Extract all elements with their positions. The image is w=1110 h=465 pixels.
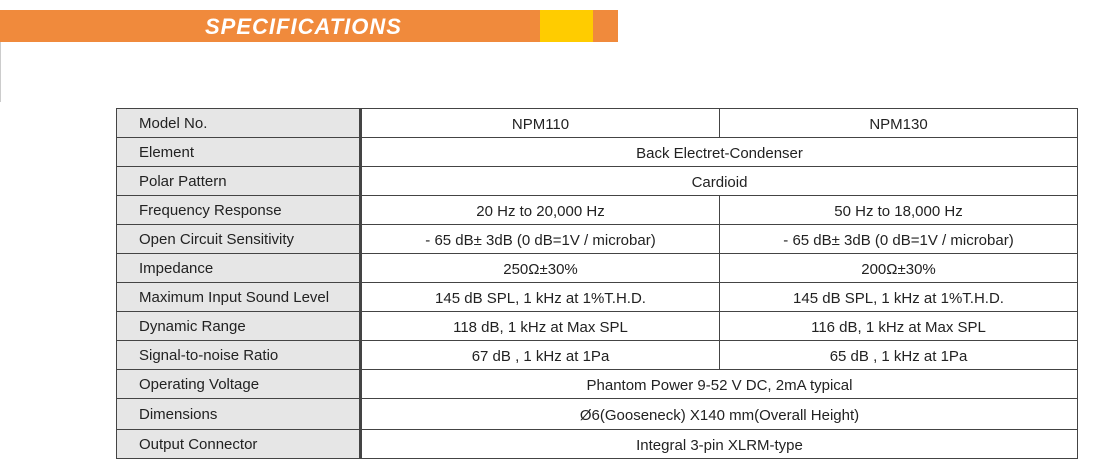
npm130-value: 65 dB , 1 kHz at 1Pa (720, 341, 1078, 370)
npm130-value: - 65 dB± 3dB (0 dB=1V / microbar) (720, 225, 1078, 254)
row-label: Operating Voltage (117, 370, 361, 399)
npm130-value: 200Ω±30% (720, 254, 1078, 283)
npm110-value: NPM110 (361, 109, 720, 138)
npm110-value: 67 dB , 1 kHz at 1Pa (361, 341, 720, 370)
row-label: Impedance (117, 254, 361, 283)
shared-value: Cardioid (361, 167, 1078, 196)
shared-value: Back Electret-Condenser (361, 138, 1078, 167)
table-row (117, 167, 1078, 196)
row-label: Output Connector (117, 430, 361, 459)
table-row (117, 312, 1078, 341)
table-row (117, 109, 1078, 138)
row-label: Dynamic Range (117, 312, 361, 341)
npm130-value: 50 Hz to 18,000 Hz (720, 196, 1078, 225)
section-title: SPECIFICATIONS (205, 14, 402, 39)
npm130-value: NPM130 (720, 109, 1078, 138)
row-label: Element (117, 138, 361, 167)
table-row (117, 430, 1078, 459)
npm110-value: 20 Hz to 20,000 Hz (361, 196, 720, 225)
npm110-value: 250Ω±30% (361, 254, 720, 283)
header-accent-block (540, 10, 593, 42)
row-label: Maximum Input Sound Level (117, 283, 361, 312)
npm130-value: 116 dB, 1 kHz at Max SPL (720, 312, 1078, 341)
row-label: Polar Pattern (117, 167, 361, 196)
npm130-value: 145 dB SPL, 1 kHz at 1%T.H.D. (720, 283, 1078, 312)
specifications-table (116, 108, 1078, 459)
npm110-value: 145 dB SPL, 1 kHz at 1%T.H.D. (361, 283, 720, 312)
row-label: Signal-to-noise Ratio (117, 341, 361, 370)
table-row (117, 254, 1078, 283)
section-header-bar (0, 10, 618, 42)
shared-value: Integral 3-pin XLRM-type (361, 430, 1078, 459)
row-label: Open Circuit Sensitivity (117, 225, 361, 254)
shared-value: Phantom Power 9-52 V DC, 2mA typical (361, 370, 1078, 399)
npm110-value: 118 dB, 1 kHz at Max SPL (361, 312, 720, 341)
table-row (117, 341, 1078, 370)
row-label: Dimensions (117, 399, 361, 430)
table-row (117, 399, 1078, 430)
table-row (117, 138, 1078, 167)
shared-value: Ø6(Gooseneck) X140 mm(Overall Height) (361, 399, 1078, 430)
table-row (117, 196, 1078, 225)
divider (0, 42, 1, 102)
npm110-value: - 65 dB± 3dB (0 dB=1V / microbar) (361, 225, 720, 254)
row-label: Frequency Response (117, 196, 361, 225)
table-row (117, 225, 1078, 254)
row-label: Model No. (117, 109, 361, 138)
table-row (117, 370, 1078, 399)
table-row (117, 283, 1078, 312)
